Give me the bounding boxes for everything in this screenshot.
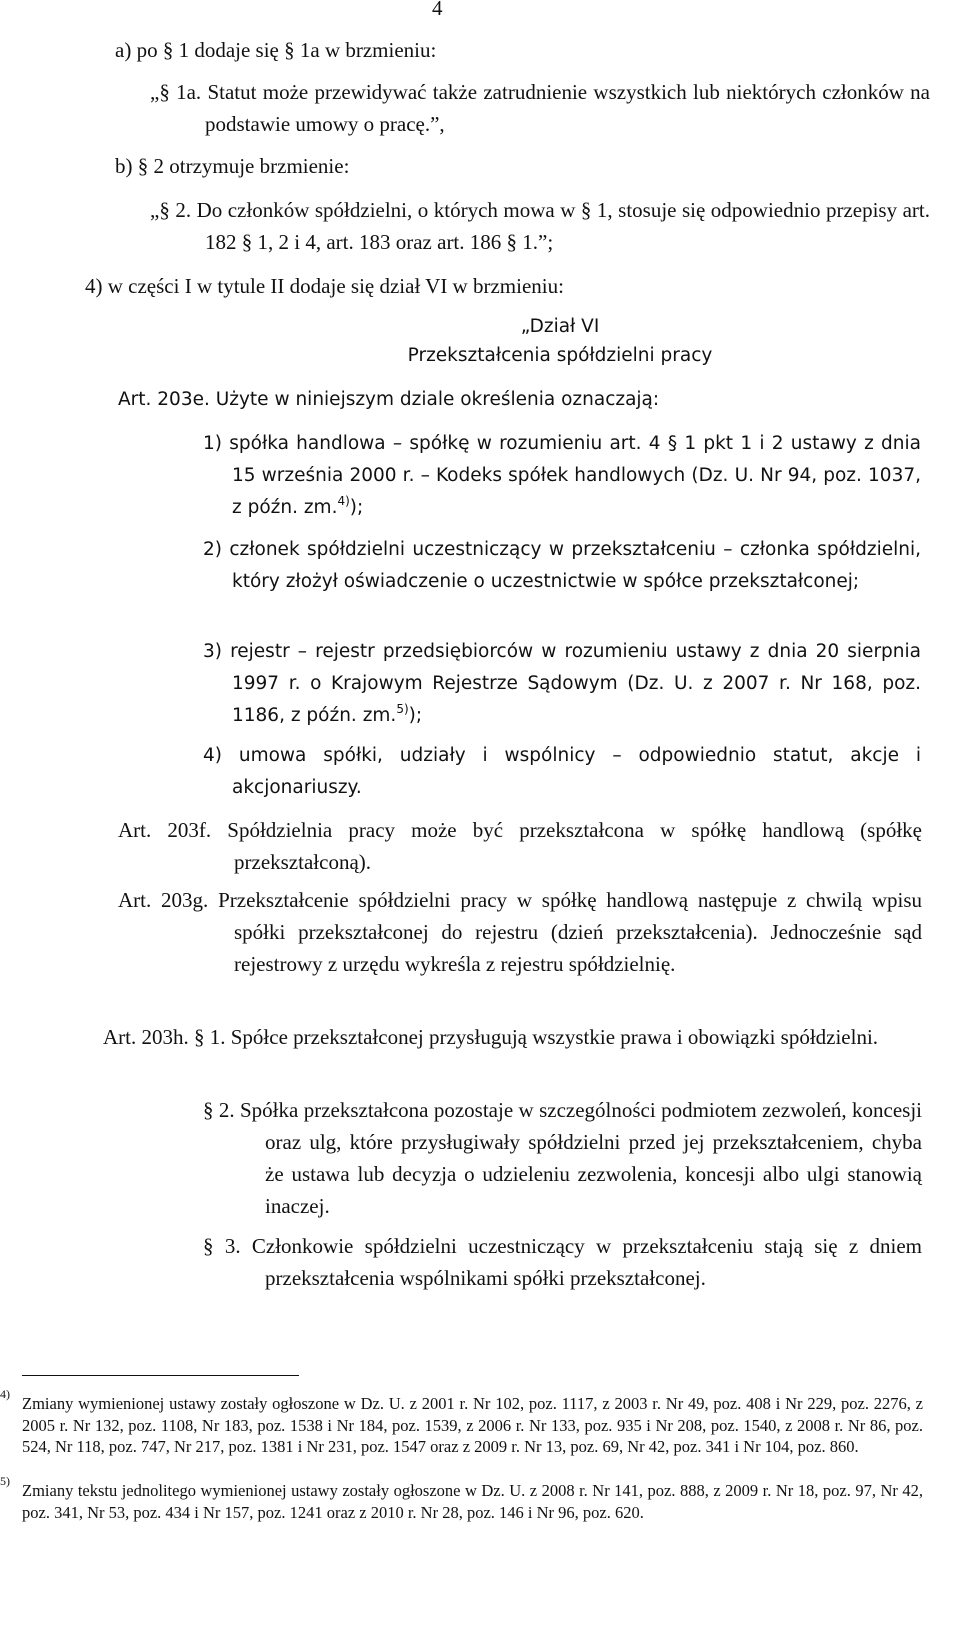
item-4-intro: 4) w części I w tytule II dodaje się dział VI w brzmieniu: [85, 274, 564, 298]
amendment-b-intro: b) § 2 otrzymuje brzmienie: [115, 154, 350, 178]
footnote-mark: 4) [0, 1387, 10, 1401]
footnote-separator [22, 1375, 299, 1376]
division-title: Przekształcenia spółdzielni pracy [407, 345, 713, 366]
definition-item [203, 428, 921, 524]
definition-item-tail: ); [408, 705, 423, 726]
footnote-ref: 5) [396, 702, 409, 716]
art-203h-par-3: § 3. Członkowie spółdzielni uczestniczący w przekształceniu stają się z dniem przekształcenia wspólnikami spółki przekształconej. [203, 1234, 922, 1290]
art-203g: Art. 203g. Przekształcenie spółdzielni pracy w spółkę handlową następuje z chwilą wpisu spółki przekształconej do rejestru (dzień przekształcenia). Jednocześnie sąd rejestrowy z urzędu wykreśla z rejestru spółdzielnię. [118, 888, 922, 976]
definition-item: 4) umowa spółki, udziały i wspólnicy – odpowiednio statut, akcje i akcjonariuszy. [203, 745, 921, 798]
definition-item [203, 636, 921, 732]
amendment-b-text: „§ 2. Do członków spółdzielni, o których mowa w § 1, stosuje się odpowiednio przepisy art. 182 § 1, 2 i 4, art. 183 oraz art. 186 § 1.”; [150, 198, 930, 254]
definition-item-text: 3) rejestr – rejestr przedsiębiorców w rozumieniu ustawy z dnia 20 sierpnia 1997 r. o Krajowym Rejestrze Sądowym (Dz. U. z 2007 r. Nr 168, poz. 1186, z późn. zm. [203, 641, 921, 726]
amendment-a-intro: a) po § 1 dodaje się § 1a w brzmieniu: [115, 38, 437, 62]
art-203h-par-2: § 2. Spółka przekształcona pozostaje w szczególności podmiotem zezwoleń, koncesji oraz ulg, które przysługiwały spółdzielni przed jej przekształceniem, chyba że ustawa lub decyzja o udzieleniu zezwolenia, koncesji albo ulgi stanowią inaczej. [203, 1098, 922, 1218]
art-203h-par-1: Art. 203h. § 1. Spółce przekształconej przysługują wszystkie prawa i obowiązki spółdzielni. [103, 1025, 879, 1049]
definition-item-text: 1) spółka handlowa – spółkę w rozumieniu art. 4 § 1 pkt 1 i 2 ustawy z dnia 15 września 2000 r. – Kodeks spółek handlowych (Dz. U. Nr 94, poz. 1037, z późn. zm. [203, 433, 921, 518]
art-203f: Art. 203f. Spółdzielnia pracy może być przekształcona w spółkę handlową (spółkę przekształconą). [118, 818, 922, 874]
footnote-4: Zmiany wymienionej ustawy zostały ogłoszone w Dz. U. z 2001 r. Nr 102, poz. 1117, z 2003 r. Nr 49, poz. 408 i Nr 229, poz. 2276, z 2005 r. Nr 132, poz. 1108, Nr 183, poz. 1538 i Nr 184, poz. 1539, z 2006 r. Nr 133, poz. 935 i Nr 208, poz. 1540, z 2008 r. Nr 86, poz. 524, Nr 118, poz. 747, Nr 217, poz. 1381 i Nr 231, poz. 1547 oraz z 2009 r. Nr 13, poz. 69, Nr 42, poz. 341 i Nr 104, poz. 860. [22, 1394, 923, 1456]
footnote-5: Zmiany tekstu jednolitego wymienionej ustawy zostały ogłoszone w Dz. U. z 2008 r. Nr 141, poz. 888, z 2009 r. Nr 18, poz. 97, Nr 42, poz. 341, Nr 53, poz. 434 i Nr 157, poz. 1241 oraz z 2010 r. Nr 28, poz. 146 i Nr 96, poz. 620. [22, 1481, 923, 1522]
page-number: 4 [432, 0, 443, 20]
division-heading: „Dział VI [520, 316, 600, 337]
art-203e-lead: Art. 203e. Użyte w niniejszym dziale określenia oznaczają: [118, 389, 660, 410]
definition-item: 2) członek spółdzielni uczestniczący w przekształceniu – członka spółdzielni, który złożył oświadczenie o uczestnictwie w spółce przekształconej; [203, 539, 921, 592]
definition-item-tail: ); [349, 497, 364, 518]
footnote-mark: 5) [0, 1474, 10, 1488]
amendment-a-text: „§ 1a. Statut może przewidywać także zatrudnienie wszystkich lub niektórych członków na podstawie umowy o pracę.”, [150, 80, 930, 136]
footnote-ref: 4) [337, 494, 350, 508]
